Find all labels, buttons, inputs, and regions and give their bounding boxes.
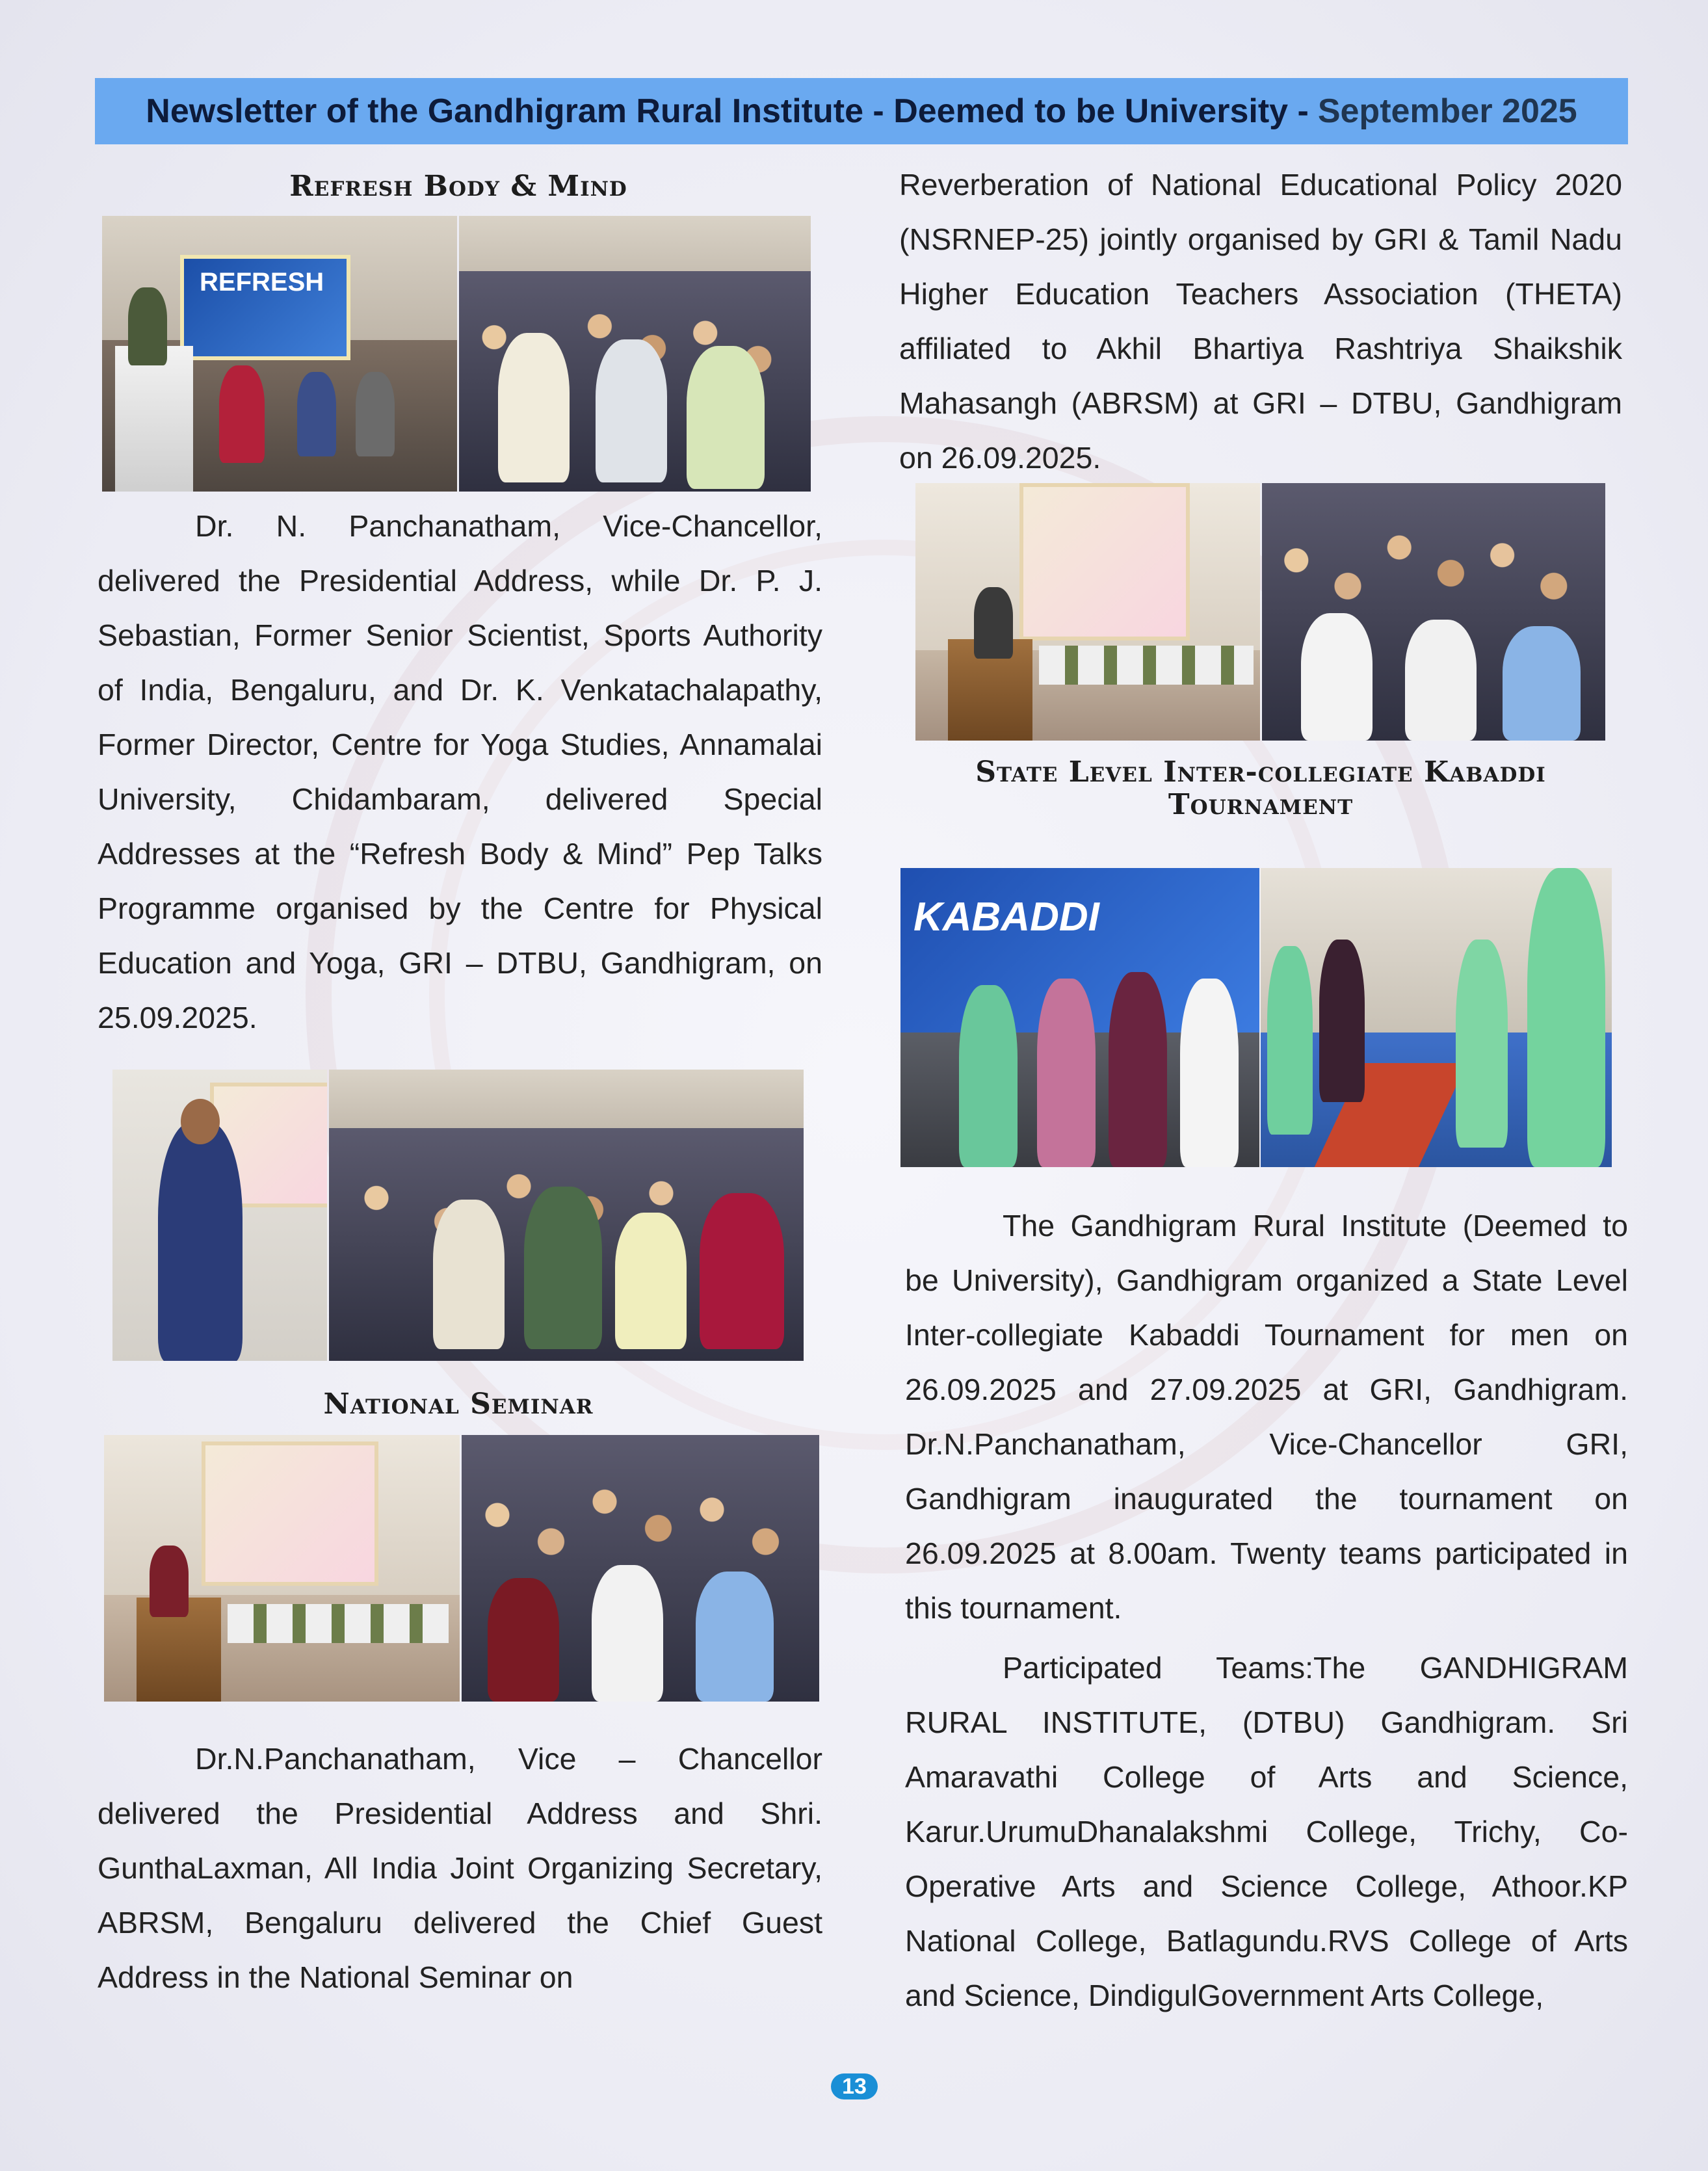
paragraph-kabaddi: The Gandhigram Rural Institute (Deemed to be University), Gandhigram organized a State Level Inter-collegiate Kabaddi Tournament for men on 26.09.2025 and 27.09.2025 at GRI, Gandhigram. Dr.N.Panchanatham, Vice-Chancellor GRI, Gandhigram inaugurated the tournament on 26.09.2025 at 8.00am. Twenty teams participated in this tournament. (905, 1209, 1628, 1625)
photo-seminar-audience (462, 1435, 819, 1702)
section-title-kabaddi-line1: State Level Inter-collegiate Kabaddi (975, 756, 1546, 789)
refresh-screen-text: REFRESH (200, 268, 324, 296)
photo-refresh-audience-2 (329, 1070, 804, 1361)
photo-seminar-audience-2 (1262, 483, 1605, 741)
photo-kabaddi-banner (900, 868, 1259, 1167)
photo-speaker-with-mic (112, 1070, 327, 1361)
paragraph-seminar-continued: Reverberation of National Educational Policy 2020 (NSRNEP-25) jointly organised by GRI & Tamil Nadu Higher Education Teachers Association (THETA) affiliated to Akhil Bhartiya Rashtriya Shaikshik Mahasangh (ABRSM) at GRI – DTBU, Gandhigram on 26.09.2025. (899, 168, 1622, 475)
newsletter-banner (95, 78, 1628, 144)
section-title-refresh: Refresh Body & Mind (289, 170, 627, 203)
photo-refresh-audience (459, 216, 811, 492)
kabaddi-banner-text: KABADDI (913, 895, 1099, 940)
paragraph-participating-teams: Participated Teams:The GANDHIGRAM RURAL INSTITUTE, (DTBU) Gandhigram. Sri Amaravathi College of Arts and Science, Karur.UrumuDhanalakshmi College, Trichy, Co-Operative Arts and Science College, Athoor.KP National College, Batlagundu.RVS College of Arts and Science, DindigulGovernment Arts College, (905, 1651, 1628, 2012)
paragraph-refresh: Dr. N. Panchanatham, Vice-Chancellor, delivered the Presidential Address, while Dr. P. J. Sebastian, Former Senior Scientist, Sports Authority of India, Bengaluru, and Dr. K. Venkatachalapathy, Former Director, Centre for Yoga Studies, Annamalai University, Chidambaram, delivered Special Addresses at the “Refresh Body & Mind” Pep Talks Programme organised by the Centre for Physical Education and Yoga, GRI – DTBU, Gandhigram, on 25.09.2025. (98, 509, 822, 1034)
banner-date: September 2025 (1317, 92, 1577, 130)
section-title-kabaddi-line2: Tournament (1168, 788, 1354, 821)
page-number-badge: 13 (831, 2073, 878, 2099)
photo-refresh-speaker (102, 216, 457, 492)
section-title-national-seminar: National Seminar (323, 1388, 594, 1421)
banner-title: Newsletter of the Gandhigram Rural Institute - Deemed to be University - (146, 92, 1309, 130)
photo-seminar-stage-2 (915, 483, 1260, 741)
photo-kabaddi-players (1261, 868, 1612, 1167)
paragraph-national-seminar: Dr.N.Panchanatham, Vice – Chancellor delivered the Presidential Address and Shri. GunthaLaxman, All India Joint Organizing Secretary, ABRSM, Bengaluru delivered the Chief Guest Address in the National Seminar on (98, 1742, 822, 1994)
photo-seminar-stage (104, 1435, 460, 1702)
